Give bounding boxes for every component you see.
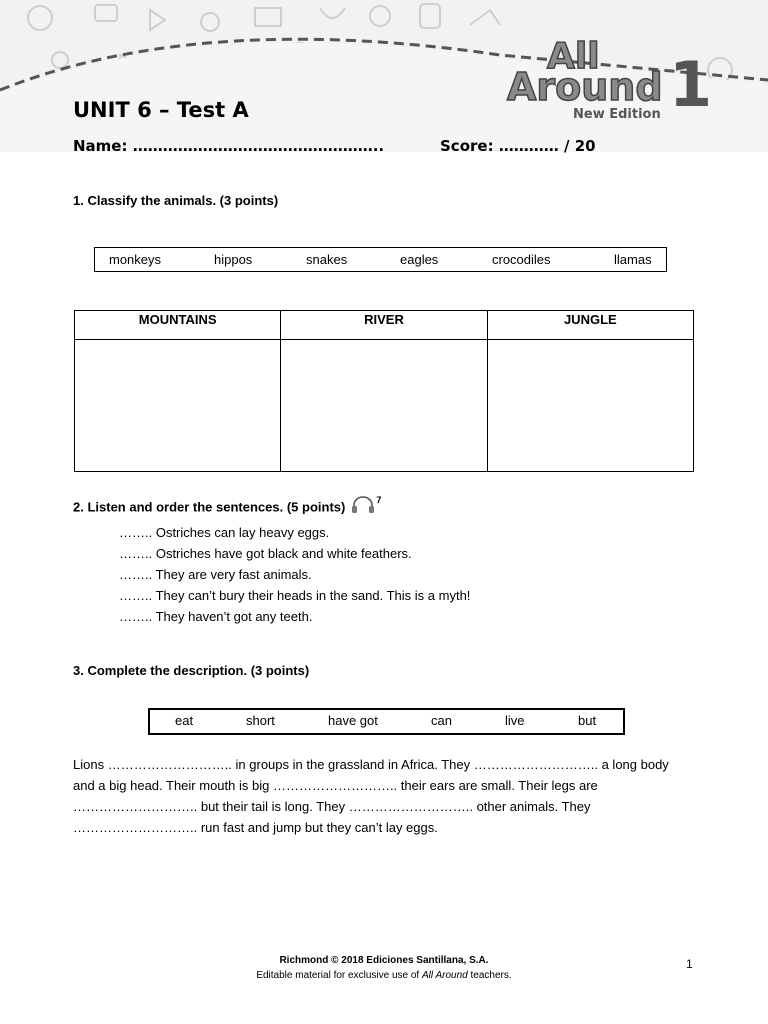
score-field: Score: ………… / 20 — [440, 137, 596, 155]
column-header-mountains: MOUNTAINS — [75, 311, 281, 340]
page-number: 1 — [686, 957, 693, 971]
q2-heading: 2. Listen and order the sentences. (5 points) — [73, 499, 346, 515]
column-header-river: RIVER — [281, 311, 487, 340]
q1-heading: 1. Classify the animals. (3 points) — [73, 193, 279, 208]
jungle-answer-cell[interactable] — [487, 340, 693, 472]
footer-note-title: All Around — [421, 970, 468, 981]
q1-word: hippos — [214, 252, 253, 267]
q1-word: snakes — [306, 252, 348, 267]
q3-word: short — [246, 713, 275, 728]
footer-copyright: Richmond © 2018 Ediciones Santillana, S.A. — [279, 955, 489, 966]
footer-note — [0, 970, 768, 981]
classify-table — [74, 310, 694, 472]
sentence-item: …….. They can’t bury their heads in the sand. This is a myth! — [119, 588, 471, 603]
logo-edition: New Edition — [573, 107, 661, 122]
all-around-logo — [505, 28, 720, 124]
q3-description-paragraph — [73, 754, 698, 838]
logo-number: 1 — [669, 48, 713, 121]
q3-word-box — [148, 708, 625, 735]
paragraph-line: ……………………….. run fast and jump but they can’t lay eggs. — [73, 820, 438, 835]
q2-heading-row — [73, 495, 382, 517]
q1-word: llamas — [614, 252, 652, 267]
q1-word: eagles — [400, 252, 439, 267]
footer-note-end: teachers. — [467, 970, 512, 981]
sentence-item: …….. They haven’t got any teeth. — [119, 609, 313, 624]
headphones-icon — [351, 496, 375, 514]
q1-word-box — [94, 247, 667, 272]
q1-word: crocodiles — [492, 252, 551, 267]
logo-line2: Around — [507, 65, 663, 109]
sentence-item: …….. They are very fast animals. — [119, 567, 312, 582]
q2-sentence-list — [119, 522, 470, 627]
q3-word: live — [505, 713, 525, 728]
name-score-line — [73, 137, 596, 155]
name-field: Name: ………………………………………….. — [73, 137, 385, 155]
paragraph-line: Lions ……………………….. in groups in the grassland in Africa. They ……………………….. a long body — [73, 757, 669, 772]
logo-graphic — [505, 28, 720, 124]
paragraph-line: and a big head. Their mouth is big ……………………….. their ears are small. Their legs are — [73, 778, 598, 793]
logo-line1: All — [547, 36, 600, 77]
q3-heading: 3. Complete the description. (3 points) — [73, 663, 310, 678]
sentence-item: …….. Ostriches have got black and white feathers. — [119, 546, 412, 561]
page-title: UNIT 6 – Test A — [73, 98, 249, 122]
sentence-item: …….. Ostriches can lay heavy eggs. — [119, 525, 330, 540]
column-header-jungle: JUNGLE — [487, 311, 693, 340]
footer-note-start: Editable material for exclusive use of — [256, 970, 422, 981]
q3-word: can — [431, 713, 452, 728]
audio-track-number: 7 — [376, 495, 382, 505]
paragraph-line: ……………………….. but their tail is long. They ……………………….. other animals. They — [73, 799, 591, 814]
mountains-answer-cell[interactable] — [75, 340, 281, 472]
q3-word: eat — [175, 713, 194, 728]
river-answer-cell[interactable] — [281, 340, 487, 472]
q3-word: have got — [328, 713, 378, 728]
q1-word: monkeys — [109, 252, 162, 267]
q3-word: but — [578, 713, 597, 728]
